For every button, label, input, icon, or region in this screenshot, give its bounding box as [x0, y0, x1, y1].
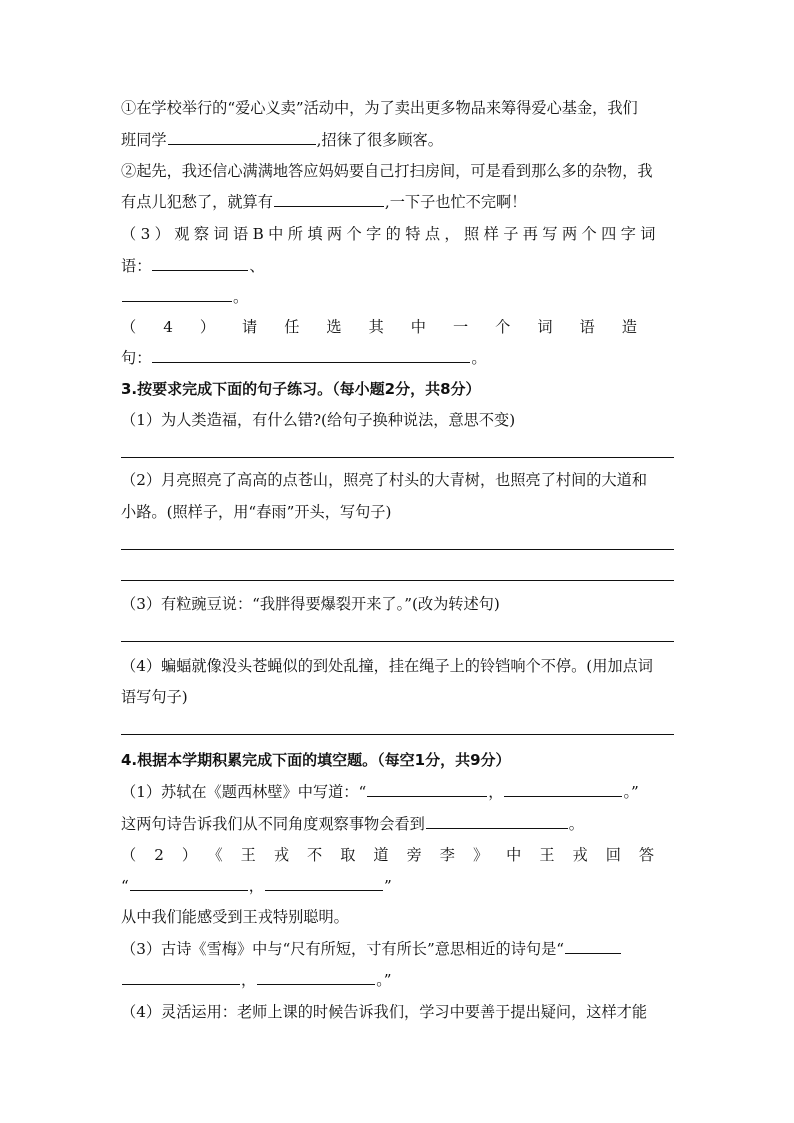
q4-p2-open-quote: “: [121, 877, 129, 895]
answer-blank[interactable]: [168, 130, 316, 145]
answer-line[interactable]: [121, 457, 674, 458]
q4-p1-comma: ，: [488, 783, 504, 801]
answer-blank[interactable]: [152, 348, 470, 363]
answer-blank[interactable]: [122, 970, 240, 985]
q4-p3-end: 。”: [376, 971, 392, 989]
q3-s2-line2: 小路。(照样子，用“春雨”开头，写句子): [121, 503, 392, 521]
q2-item1-lead: 班同学: [121, 131, 167, 149]
q2-item1-tail: ,招徕了很多顾客。: [316, 131, 443, 149]
answer-blank[interactable]: [274, 192, 384, 207]
q3-s3: （3）有粒豌豆说：“我胖得要爆裂开来了。”(改为转述句): [121, 595, 500, 613]
q2-sub3-line3: [121, 287, 674, 307]
q4-p3-comma: ，: [241, 971, 257, 989]
q4-p3-line2: [121, 970, 674, 990]
q2-item2-text: ②起先，我还信心满满地答应妈妈要自己打扫房间，可是看到那么多的杂物，我: [121, 162, 653, 180]
q4-p3-line1: [121, 939, 674, 959]
q4-p1-end: 。”: [623, 783, 639, 801]
answer-blank[interactable]: [367, 782, 487, 797]
answer-blank[interactable]: [122, 287, 232, 302]
q4-p2-line2: [121, 876, 674, 896]
q4-p1-line1: [121, 782, 674, 802]
answer-blank[interactable]: [504, 782, 622, 797]
q3-heading: 3.按要求完成下面的句子练习。（每小题2分，共8分）: [121, 380, 481, 398]
q3-s4-line2: 语写句子): [121, 688, 188, 706]
answer-blank[interactable]: [265, 876, 383, 891]
q2-sub3-line1: [121, 224, 674, 244]
q4-p3-prompt: （3）古诗《雪梅》中与“尺有所短，寸有所长”意思相近的诗句是“: [121, 940, 565, 958]
q3-s4-line1: （4）蝙蝠就像没头苍蝇似的到处乱撞，挂在绳子上的铃铛响个不停。(用加点词: [121, 657, 653, 675]
q2-item1-line2: [121, 130, 674, 150]
q4-p2-comma: ，: [248, 877, 264, 895]
answer-line[interactable]: [121, 734, 674, 735]
q2-sub4-tail: 。: [471, 349, 487, 367]
q2-sub3-prompt: （3）观察词语B中所填两个字的特点，照样子再写两个四字词: [121, 225, 660, 243]
answer-line[interactable]: [121, 641, 674, 642]
q2-item2-lead: 有点儿犯愁了，就算有: [121, 193, 273, 211]
q2-sub4-prompt: （4）请任选其中一个词语造: [121, 318, 664, 336]
q2-item1-line1: [121, 98, 674, 118]
q4-p1-lead: （1）苏轼在《题西林壁》中写道：“: [121, 783, 367, 801]
q4-heading: 4.根据本学期积累完成下面的填空题。（每空1分，共9分）: [121, 751, 511, 769]
q2-item2-line2: [121, 192, 674, 212]
q4-p4: （4）灵活运用：老师上课的时候告诉我们，学习中要善于提出疑问，这样才能: [121, 1003, 648, 1021]
q4-p2-line1: [121, 845, 674, 865]
q2-sub3-lead: 语：: [121, 257, 152, 275]
q4-p2-close-quote: ”: [383, 877, 392, 895]
q3-s2-line1: （2）月亮照亮了高高的点苍山，照亮了村头的大青树，也照亮了村间的大道和: [121, 471, 648, 489]
q2-item1-text: ①在学校举行的“爱心义卖”活动中，为了卖出更多物品来筹得爱心基金，我们: [121, 99, 638, 117]
answer-blank[interactable]: [426, 814, 568, 829]
q2-item2-line1: [121, 161, 674, 181]
q4-p2-line3: 从中我们能感受到王戎特别聪明。: [121, 908, 349, 926]
answer-blank[interactable]: [130, 876, 248, 891]
answer-line[interactable]: [121, 549, 674, 550]
q4-p1-text: 这两句诗告诉我们从不同角度观察事物会看到: [121, 815, 425, 833]
q2-sub4-line2: [121, 348, 674, 368]
q2-sub4-lead: 句：: [121, 349, 152, 367]
answer-blank[interactable]: [257, 970, 375, 985]
answer-blank[interactable]: [152, 256, 248, 271]
answer-blank[interactable]: [565, 939, 621, 954]
q4-p1-line2: [121, 814, 674, 834]
q2-sub4-line1: [121, 317, 674, 337]
q2-sub3-sep: 、: [249, 257, 265, 275]
q2-sub3-line2: [121, 256, 674, 276]
q3-s1: （1）为人类造福，有什么错?(给句子换种说法，意思不变): [121, 411, 516, 429]
q4-p1-tail: 。: [568, 815, 584, 833]
q4-p2-prompt: （2）《王戎不取道旁李》中王戎回答: [121, 846, 673, 864]
q2-sub3-tail: 。: [233, 288, 249, 306]
answer-line[interactable]: [121, 580, 674, 581]
q2-item2-tail: ,一下子也忙不完啊！: [384, 193, 527, 211]
